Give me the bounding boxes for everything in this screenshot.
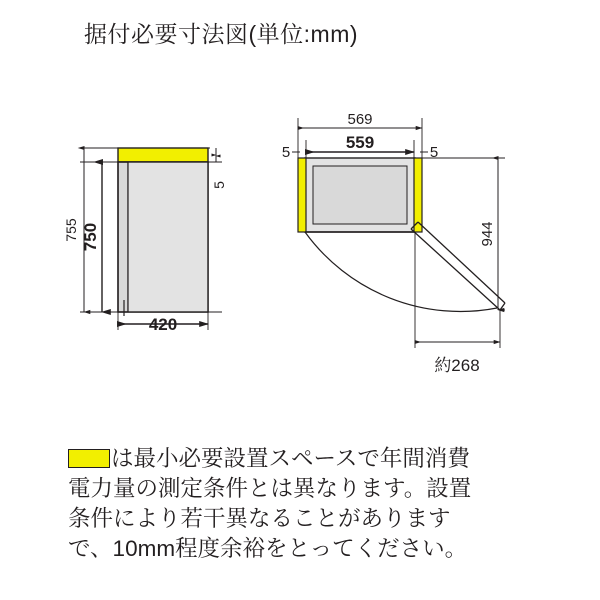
side-view-label-750: 750 xyxy=(81,222,100,252)
side-view-label-755: 755 xyxy=(63,218,79,242)
top-view-left-clearance xyxy=(298,158,306,232)
legend-note xyxy=(68,444,548,564)
legend-note-text-1: は最小必要設置スペースで年間消費 xyxy=(111,446,470,471)
door-swing-arc xyxy=(305,232,497,311)
top-view-label-559: 559 xyxy=(345,133,375,152)
top-view-right-clearance xyxy=(414,158,422,232)
top-view-label-944: 944 xyxy=(479,221,496,247)
legend-note-line-4: で、10mm程度余裕をとってください。 xyxy=(68,536,468,561)
side-view-clearance-strip xyxy=(118,148,208,162)
top-view-inner-panel xyxy=(313,166,407,224)
swing-fill xyxy=(310,232,497,313)
top-view-label-569: 569 xyxy=(347,111,373,128)
side-view-label-420: 420 xyxy=(148,315,178,334)
page-title: 据付必要寸法図(単位:mm) xyxy=(84,21,359,47)
legend-note-line-3: 条件により若干異なることがあります xyxy=(68,506,451,531)
side-view-label-5: 5 xyxy=(211,181,227,189)
top-view-label-5-right: 5 xyxy=(429,144,439,161)
top-view-label-268: 約268 xyxy=(434,356,480,375)
open-door-end xyxy=(500,303,505,310)
legend-note-line-2: 電力量の測定条件とは異なります。設置 xyxy=(68,476,472,501)
yellow-swatch-icon xyxy=(68,449,110,468)
side-view-body-shade xyxy=(128,162,208,312)
top-view-label-5-left: 5 xyxy=(281,144,291,161)
side-view xyxy=(63,148,227,334)
top-view xyxy=(282,111,505,375)
legend-note-line-1 xyxy=(68,444,548,474)
